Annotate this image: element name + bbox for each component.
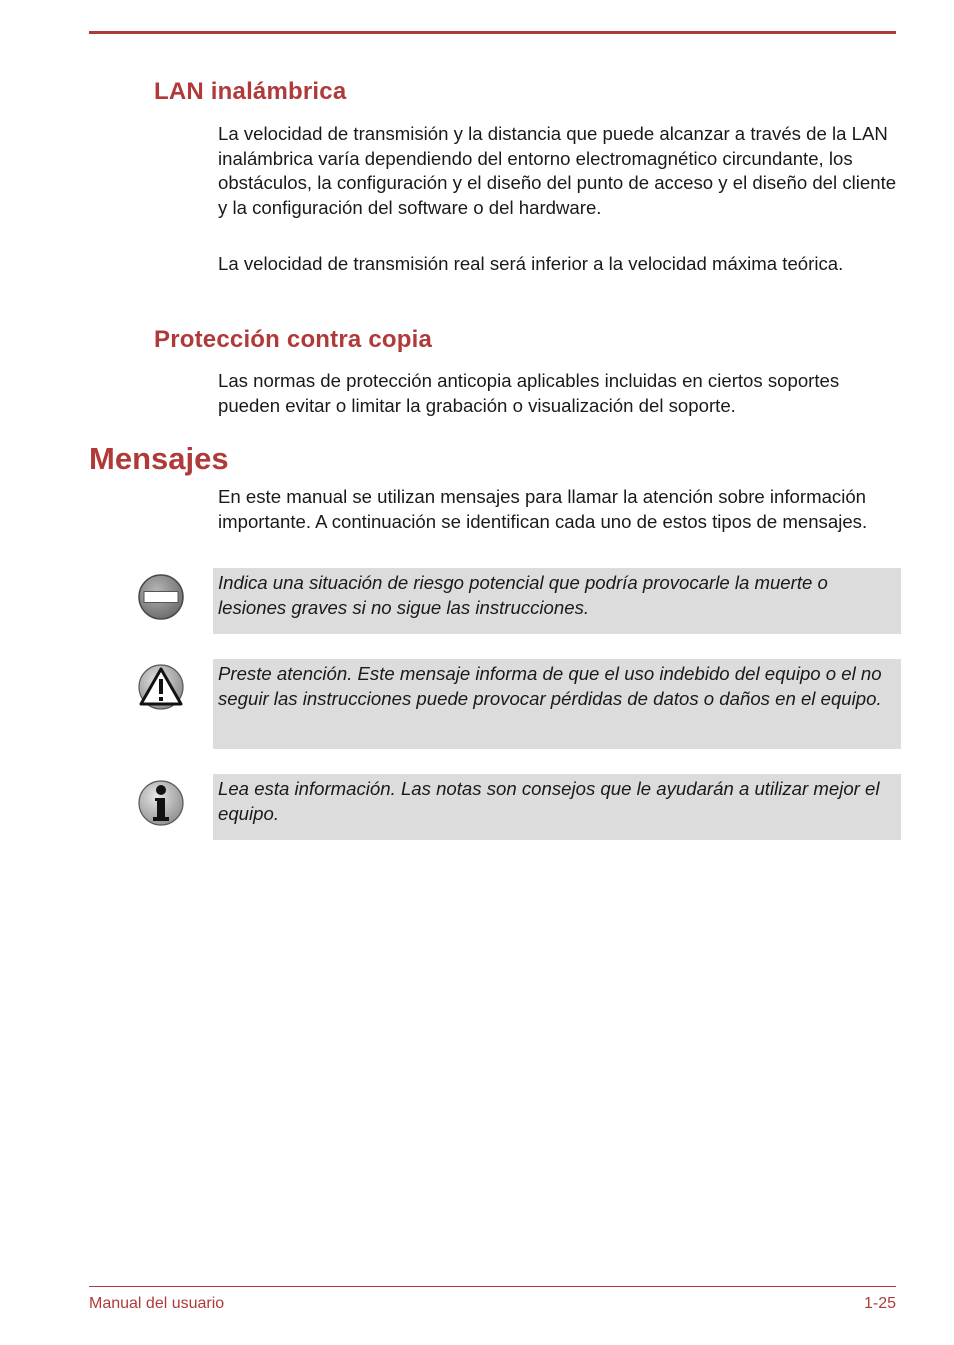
heading-lan-inalambrica: LAN inalámbrica: [154, 78, 347, 105]
caution-message-text: Preste atención. Este mensaje informa de que el uso indebido del equipo o el no seguir las instrucciones puede provocar pérdidas de datos o daños en el equipo.: [218, 663, 882, 709]
footer-title: Manual del usuario: [89, 1295, 225, 1312]
heading-proteccion-copia: Protección contra copia: [154, 326, 432, 353]
page-number: 1-25: [863, 1295, 896, 1312]
warning-triangle-icon: [136, 662, 186, 712]
paragraph-lan-1: La velocidad de transmisión y la distancia que puede alcanzar a través de la LAN inalámbrica varía dependiendo del entorno electromagnético circundante, los obstáculos, la configuración y el diseño del punto de acceso y el diseño del cliente y la configuración del software o del hardware.: [218, 123, 897, 218]
danger-message-text: Indica una situación de riesgo potencial que podría provocarle la muerte o lesiones graves si no sigue las instrucciones.: [218, 572, 828, 618]
note-message-box: [213, 774, 901, 840]
paragraph-proteccion-copia: Las normas de protección anticopia aplicables incluidas en ciertos soportes pueden evitar o limitar la grabación o visualización del soporte.: [218, 370, 840, 416]
paragraph-mensajes-intro: En este manual se utilizan mensajes para llamar la atención sobre información importante. A continuación se identifican cada uno de estos tipos de mensajes.: [218, 486, 868, 532]
danger-message-box: [213, 568, 901, 634]
caution-message-box: [213, 659, 901, 749]
no-entry-icon: [136, 572, 186, 622]
footer-rule: [89, 1286, 896, 1287]
paragraph-lan-2: La velocidad de transmisión real será inferior a la velocidad máxima teórica.: [218, 253, 844, 274]
header-rule: [89, 31, 896, 34]
note-message-text: Lea esta información. Las notas son consejos que le ayudarán a utilizar mejor el equipo.: [218, 778, 880, 824]
heading-mensajes: Mensajes: [89, 441, 229, 476]
info-icon: [136, 778, 186, 828]
